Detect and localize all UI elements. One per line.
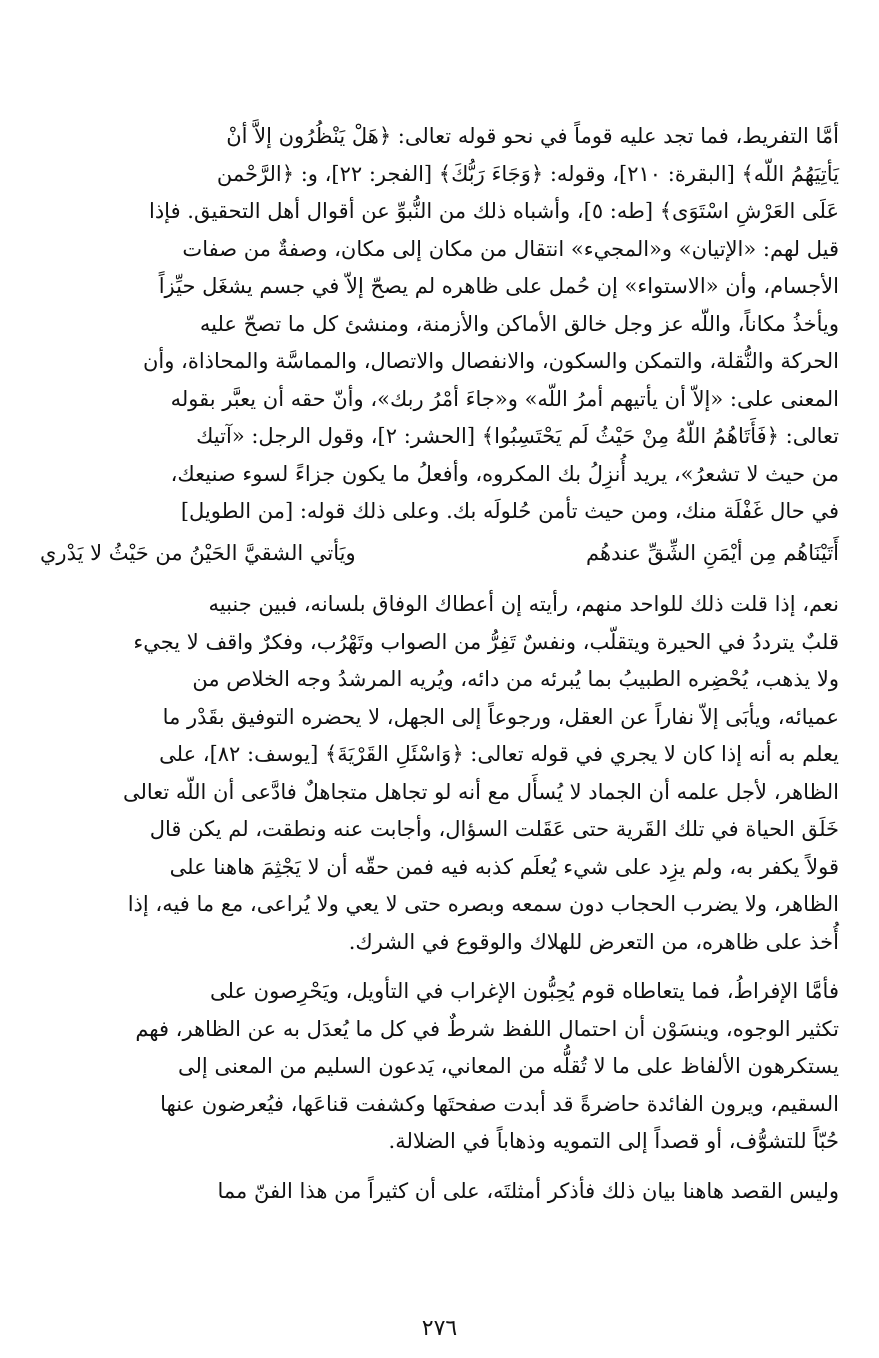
text-line: تعالى: ﴿فَأَتَاهُمُ اللّهُ مِنْ حَيْثُ لَم يَحْتَسِبُوا﴾ [الحشر: ٢]، وقول الرجل: «آتيك (196, 424, 839, 448)
text-line: قلبٌ يترددُ في الحيرة ويتقلّب، ونفسٌ تَفِرُّ من الصواب وتَهْرُب، وفكرٌ واقف لا يجيء (133, 629, 839, 654)
paragraph-closing (40, 1173, 839, 1211)
spacer (40, 1161, 839, 1173)
page-body (40, 118, 839, 1358)
paragraph-tafrit (40, 118, 839, 531)
spacer (40, 578, 839, 586)
text-line: الظاهر، لأجل علمه أن الجماد لا يُسأَل مع أنه لو تجاهل متجاهلٌ فادَّعى أن اللّه تعالى (122, 779, 839, 804)
text-line: تكثير الوجوه، وينسَوْن أن احتمال اللفظ شرطٌ في كل ما يُعدَل به عن الظاهر، فهم (135, 1016, 839, 1041)
text-line: ويأخذُ مكاناً، واللّه عز وجل خالق الأماكن والأزمنة، ومنشئ كل ما تصحّ عليه (199, 311, 839, 336)
text-line: يَأتِيَهُمُ اللّه﴾ [البقرة: ٢١٠]، وقوله: ﴿وَجَاءَ رَبُّكَ﴾ [الفجر: ٢٢]، و: ﴿الرَّحْمن (216, 161, 839, 186)
text-line: أُخذ على ظاهره، من التعرض للهلاك والوقوع في الشرك. (348, 929, 839, 954)
text-line: نعم، إذا قلت ذلك للواحد منهم، رأيته إن أعطاك الوفاق بلسانه، فبين جنبيه (208, 592, 839, 616)
text-line: قولاً يكفر به، ولم يزِد على شيء يُعلَم كذبه فيه فمن حقّه أن لا يَجْثِمَ هاهنا على (169, 854, 839, 879)
paragraph-na3am (40, 586, 839, 961)
text-line: عميائه، ويأبَى إلاّ نفاراً عن العقل، ورجوعاً إلى الجهل، لا يحضره التوفيق بقَدْر ما (162, 704, 839, 729)
text-line: فأمَّا الإفراطُ، فما يتعاطاه قوم يُحِبُّون الإغراب في التأويل، ويَحْرِصون على (210, 979, 839, 1003)
text-line: يعلم به أنه إذا كان لا يجري في قوله تعالى: ﴿وَاسْئَلِ القَرْيَةَ﴾ [يوسف: ٨٢]، على (159, 742, 839, 766)
text-line: ولا يذهب، يُحْضِره الطبيبُ بما يُبرئه من دائه، ويُريه المرشدُ وجه الخلاص من (192, 667, 839, 691)
text-line: في حال غَفْلَة منك، ومن حيث تأمن حُلولَه بك. وعلى ذلك قوله: [من الطويل] (180, 499, 839, 523)
text-line: قيل لهم: «الإتيان» و«المجيء» انتقال من مكان إلى مكان، وصفةٌ من صفات (182, 236, 839, 261)
text-line: وليس القصد هاهنا بيان ذلك فأذكر أمثلتَه، على أن كثيراً من هذا الفنّ مما (217, 1178, 839, 1203)
verse-second-hemistich: ويَأتي الشقيَّ الحَيْنُ من حَيْثُ لا يَدْري (40, 540, 356, 565)
text-line: أمَّا التفريط، فما تجد عليه قوماً في نحو قوله تعالى: ﴿هَلْ يَنْظُرُون إلاَّ أنْ (226, 124, 839, 148)
text-line: الحركة والنُّقلة، والتمكن والسكون، والانفصال والاتصال، والمماسَّة والمحاذاة، وأن (142, 349, 839, 373)
paragraph-ifrat (40, 973, 839, 1161)
text-line: خَلَق الحياة في تلك القَرية حتى عَقَلت السؤال، وأجابت عنه ونطقت، لم يكن قال (149, 817, 839, 841)
text-line: يستكرهون الألفاظ على ما لا تُقلُّه من المعاني، يَدعون السليم من المعنى إلى (178, 1054, 839, 1078)
poetry-verse (40, 535, 839, 573)
text-line: من حيث لا تشعرُ»، يريد أُنزِلُ بك المكروه، وأفعلُ ما يكون جزاءً لسوء صنيعك، (170, 461, 839, 486)
spacer (40, 961, 839, 973)
text-line: السقيم، ويرون الفائدة حاضرةً قد أبدت صفحتَها وكشفت قناعَها، فيُعرضون عنها (160, 1091, 839, 1116)
text-line: عَلَى العَرْشِ اسْتَوَى﴾ [طه: ٥]، وأشباه ذلك من النُّبوِّ عن أقوال أهل التحقيق. فإذا (149, 199, 839, 223)
verse-first-hemistich: أَتَيْنَاهُم مِن أيْمَنِ الشِّقِّ عندهُم (586, 540, 839, 565)
text-line: الأجسام، وأن «الاستواء» إن حُمل على ظاهره لم يصحّ إلاّ في جسم يشغَل حيِّزاً (158, 274, 839, 298)
text-line: الظاهر، ولا يضرب الحجاب دون سمعه وبصره حتى لا يعي ولا يُراعى، مع ما فيه، إذا (127, 892, 839, 916)
text-line: حُبّاً للتشوُّف، أو قصداً إلى التمويه وذهاباً في الضلالة. (388, 1129, 839, 1153)
text-line: المعنى على: «إلاّ أن يأتيهم أمرُ اللّه» و«جاءَ أمْرُ ربك»، وأنّ حقه أن يعبَّر بقوله (170, 386, 839, 411)
page-number: ٢٧٦ (421, 1316, 458, 1341)
